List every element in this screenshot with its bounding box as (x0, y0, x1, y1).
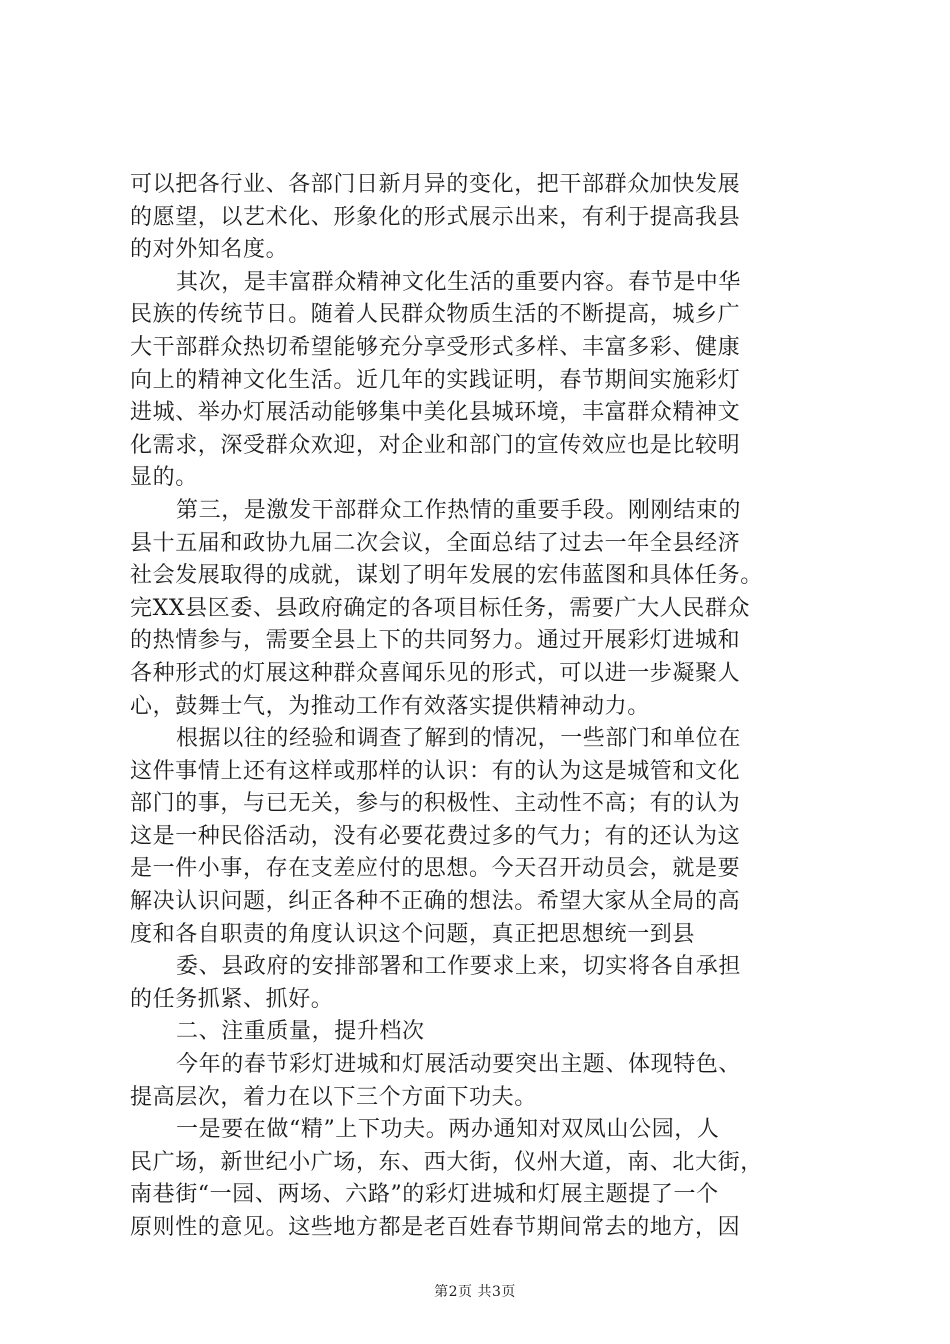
text-line: 的热情参与，需要全县上下的共同努力。通过开展彩灯进城和 (130, 628, 741, 654)
text-line: 委、县政府的安排部署和工作要求上来，切实将各自承担 (176, 954, 742, 980)
text-line: 向上的精神文化生活。近几年的实践证明，春节期间实施彩灯 (130, 367, 741, 393)
text-line: 一是要在做“精”上下功夫。两办通知对双凤山公园，人 (176, 1117, 720, 1143)
text-line: 的愿望，以艺术化、形象化的形式展示出来，有利于提高我县 (130, 204, 741, 230)
text-line: 部门的事，与已无关，参与的积极性、主动性不高；有的认为 (130, 791, 741, 817)
text-line: 大干部群众热切希望能够充分享受形式多样、丰富多彩、健康 (130, 334, 741, 360)
text-line: 的对外知名度。 (130, 237, 289, 263)
text-line: 南巷街“一园、两场、六路”的彩灯进城和灯展主题提了一个 (130, 1182, 719, 1208)
text-line: 完XX县区委、县政府确定的各项目标任务，需要广大人民群众 (130, 595, 751, 621)
text-line: 第三，是激发干部群众工作热情的重要手段。刚刚结束的 (176, 497, 742, 523)
text-line: 各种形式的灯展这种群众喜闻乐见的形式，可以进一步凝聚人 (130, 660, 741, 686)
text-line: 民广场，新世纪小广场，东、西大街，仪州大道，南、北大街， (130, 1149, 763, 1175)
text-line: 是一件小事，存在支差应付的思想。今天召开动员会，就是要 (130, 856, 741, 882)
text-line: 今年的春节彩灯进城和灯展活动要突出主题、体现特色、 (176, 1052, 742, 1078)
text-line: 县十五届和政协九届二次会议，全面总结了过去一年全县经济 (130, 530, 741, 556)
text-line: 这是一种民俗活动，没有必要花费过多的气力；有的还认为这 (130, 823, 741, 849)
text-line: 可以把各行业、各部门日新月异的变化，把干部群众加快发展 (130, 172, 741, 197)
text-line: 度和各自职责的角度认识这个问题，真正把思想统一到县 (130, 921, 696, 947)
document-body (130, 169, 830, 1245)
text-line: 根据以往的经验和调查了解到的情况，一些部门和单位在 (176, 726, 742, 752)
text-line: 二、注重质量，提升档次 (176, 1019, 425, 1045)
page-number-footer: 第2页 共3页 (434, 1284, 516, 1300)
text-line: 心，鼓舞士气，为推动工作有效落实提供精神动力。 (130, 693, 650, 719)
text-line: 化需求，深受群众欢迎，对企业和部门的宣传效应也是比较明 (130, 432, 741, 458)
text-line: 其次，是丰富群众精神文化生活的重要内容。春节是中华 (176, 269, 742, 295)
text-line: 民族的传统节日。随着人民群众物质生活的不断提高，城乡广 (130, 302, 741, 328)
text-line: 的任务抓紧、抓好。 (130, 986, 334, 1012)
text-line: 原则性的意见。这些地方都是老百姓春节期间常去的地方，因 (130, 1215, 741, 1240)
text-line: 这件事情上还有这样或那样的认识：有的认为这是城管和文化 (130, 758, 741, 784)
text-line: 进城、举办灯展活动能够集中美化县城环境，丰富群众精神文 (130, 400, 741, 426)
text-line: 显的。 (130, 465, 198, 491)
text-line: 解决认识问题，纠正各种不正确的想法。希望大家从全局的高 (130, 889, 741, 915)
text-line: 社会发展取得的成就，谋划了明年发展的宏伟蓝图和具体任务。 (130, 563, 763, 589)
text-line: 提高层次，着力在以下三个方面下功夫。 (130, 1084, 537, 1110)
